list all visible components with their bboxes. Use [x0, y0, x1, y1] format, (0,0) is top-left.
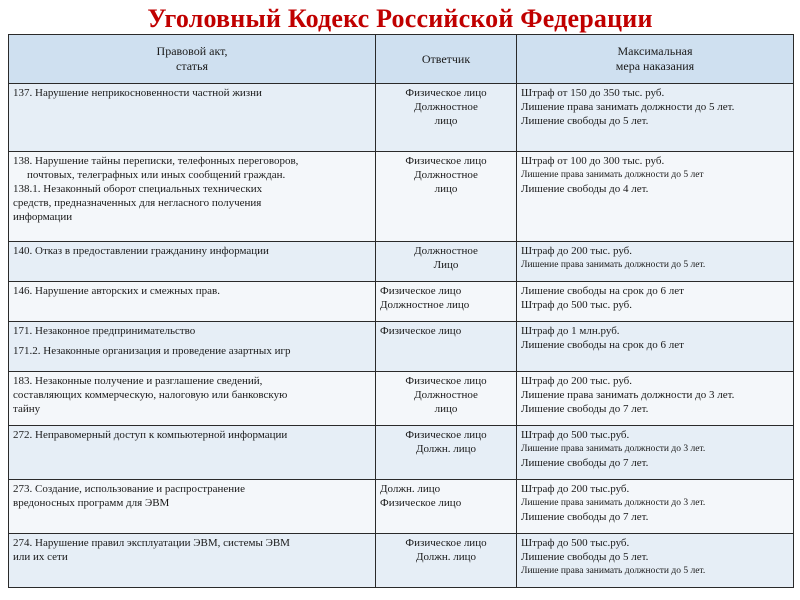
table-row [9, 534, 794, 588]
table-row [9, 152, 794, 242]
table-row [9, 480, 794, 534]
article-cell [9, 426, 376, 480]
penalty-text: Лишение права занимать должности до 3 лет. [521, 498, 706, 508]
respondent-text: Должн. лицо [380, 483, 441, 495]
article-text: 272. Неправомерный доступ к компьютерной информации [13, 429, 288, 441]
penalty-text: Штраф до 500 тыс.руб. [521, 429, 630, 441]
table-row [9, 242, 794, 282]
penalty-text: Штраф от 150 до 350 тыс. руб. [521, 87, 665, 99]
respondent-text: Физическое лицо [405, 155, 487, 167]
penalty-cell [517, 282, 794, 322]
penalty-text: Лишение свободы до 5 лет. [521, 551, 649, 563]
penalty-text: Штраф до 500 тыс.руб. [521, 537, 630, 549]
penalty-cell [517, 426, 794, 480]
header-respondent [376, 35, 517, 84]
header-legal-act-line: Правовой акт, [156, 44, 228, 58]
penalty-text: Лишение свободы до 5 лет. [521, 115, 649, 127]
respondent-text: Должн. лицо [415, 443, 477, 455]
penalty-text: Лишение права занимать должности до 3 лет. [521, 444, 706, 454]
respondent-cell [376, 242, 517, 282]
article-cell [9, 534, 376, 588]
respondent-cell [376, 426, 517, 480]
respondent-text: Физическое лицо [405, 429, 487, 441]
article-text: 274. Нарушение правил эксплуатации ЭВМ, системы ЭВМ [13, 537, 290, 549]
article-text: 140. Отказ в предоставлении гражданину информации [13, 245, 269, 257]
article-text: 273. Создание, использование и распространение [13, 483, 245, 495]
penalty-cell [517, 152, 794, 242]
penalty-text: Лишение права занимать должности до 5 лет. [521, 566, 706, 576]
respondent-cell [376, 534, 517, 588]
header-legal-act [9, 35, 376, 84]
penalty-cell [517, 372, 794, 426]
penalty-cell [517, 480, 794, 534]
article-text: 137. Нарушение неприкосновенности частной жизни [13, 87, 262, 99]
header-max-penalty-line: мера наказания [615, 59, 695, 73]
article-text: вредоносных программ для ЭВМ [13, 497, 170, 509]
respondent-text: Должностное [414, 389, 478, 401]
penalty-text: Лишение права занимать должности до 3 лет. [521, 389, 735, 401]
penalty-cell [517, 242, 794, 282]
article-text: 171. Незаконное предпринимательство [13, 325, 196, 337]
article-cell [9, 480, 376, 534]
article-text: или их сети [13, 551, 68, 563]
article-text: составляющих коммерческую, налоговую или банковскую [13, 389, 288, 401]
penalty-cell [517, 534, 794, 588]
table-row [9, 322, 794, 372]
penalty-text: Штраф до 500 тыс. руб. [521, 299, 633, 311]
respondent-cell [376, 84, 517, 152]
article-text: 138.1. Незаконный оборот специальных технических [13, 183, 263, 195]
penalty-text: Штраф от 100 до 300 тыс. руб. [521, 155, 665, 167]
respondent-text: Лицо [433, 259, 459, 271]
article-text: средств, предназначенных для негласного получения [13, 197, 262, 209]
article-cell [9, 84, 376, 152]
respondent-text: лицо [434, 183, 458, 195]
respondent-text: Должностное лицо [380, 299, 470, 311]
respondent-cell [376, 322, 517, 372]
table-row [9, 282, 794, 322]
respondent-cell [376, 282, 517, 322]
respondent-cell [376, 372, 517, 426]
penalty-cell [517, 322, 794, 372]
page-title: Уголовный Кодекс Российской Федерации [147, 4, 653, 33]
table-row [9, 426, 794, 480]
article-text: 183. Незаконные получение и разглашение сведений, [13, 375, 263, 387]
penalty-text: Лишение свободы на срок до 6 лет [521, 285, 684, 297]
respondent-text: Физическое лицо [380, 285, 462, 297]
article-text: 171.2. Незаконные организация и проведение азартных игр [13, 345, 291, 357]
table-row [9, 84, 794, 152]
respondent-text: Должностное [414, 245, 478, 257]
respondent-text: Физическое лицо [405, 375, 487, 387]
article-cell [9, 282, 376, 322]
penalty-text: Лишение права занимать должности до 5 лет. [521, 260, 706, 270]
penalty-cell [517, 84, 794, 152]
respondent-cell [376, 152, 517, 242]
penalty-text: Лишение свободы до 7 лет. [521, 403, 649, 415]
respondent-text: Должностное [414, 169, 478, 181]
article-cell [9, 322, 376, 372]
article-text: 146. Нарушение авторских и смежных прав. [13, 285, 220, 297]
article-cell [9, 242, 376, 282]
header-legal-act-line: статья [176, 59, 208, 73]
penalty-text: Лишение свободы до 7 лет. [521, 511, 649, 523]
penalty-text: Штраф до 200 тыс.руб. [521, 483, 630, 495]
header-max-penalty-line: Максимальная [617, 44, 693, 58]
penalty-text: Штраф до 200 тыс. руб. [521, 375, 633, 387]
respondent-text: Физическое лицо [405, 87, 487, 99]
respondent-text: Физическое лицо [380, 325, 462, 337]
table-row [9, 372, 794, 426]
respondent-text: Должностное [414, 101, 478, 113]
penalty-text: Лишение свободы до 7 лет. [521, 457, 649, 469]
respondent-text: лицо [434, 403, 458, 415]
criminal-code-table [8, 34, 794, 588]
header-max-penalty [517, 35, 794, 84]
penalty-text: Штраф до 1 млн.руб. [521, 325, 620, 337]
article-cell [9, 152, 376, 242]
penalty-text: Лишение права занимать должности до 5 лет. [521, 101, 735, 113]
penalty-text: Лишение свободы на срок до 6 лет [521, 339, 684, 351]
article-text: тайну [13, 403, 41, 415]
header-respondent-line: Ответчик [421, 51, 471, 66]
penalty-text: Лишение свободы до 4 лет. [521, 183, 649, 195]
respondent-text: Физическое лицо [380, 497, 462, 509]
article-text: 138. Нарушение тайны переписки, телефонных переговоров, [13, 155, 299, 167]
table-header-row [9, 35, 794, 84]
penalty-text: Штраф до 200 тыс. руб. [521, 245, 633, 257]
article-cell [9, 372, 376, 426]
respondent-text: лицо [434, 115, 458, 127]
respondent-text: Должн. лицо [415, 551, 477, 563]
penalty-text: Лишение права занимать должности до 5 лет [521, 170, 704, 180]
article-text: информации [13, 211, 73, 223]
article-text: почтовых, телеграфных или иных сообщений граждан. [27, 169, 286, 181]
respondent-cell [376, 480, 517, 534]
respondent-text: Физическое лицо [405, 537, 487, 549]
